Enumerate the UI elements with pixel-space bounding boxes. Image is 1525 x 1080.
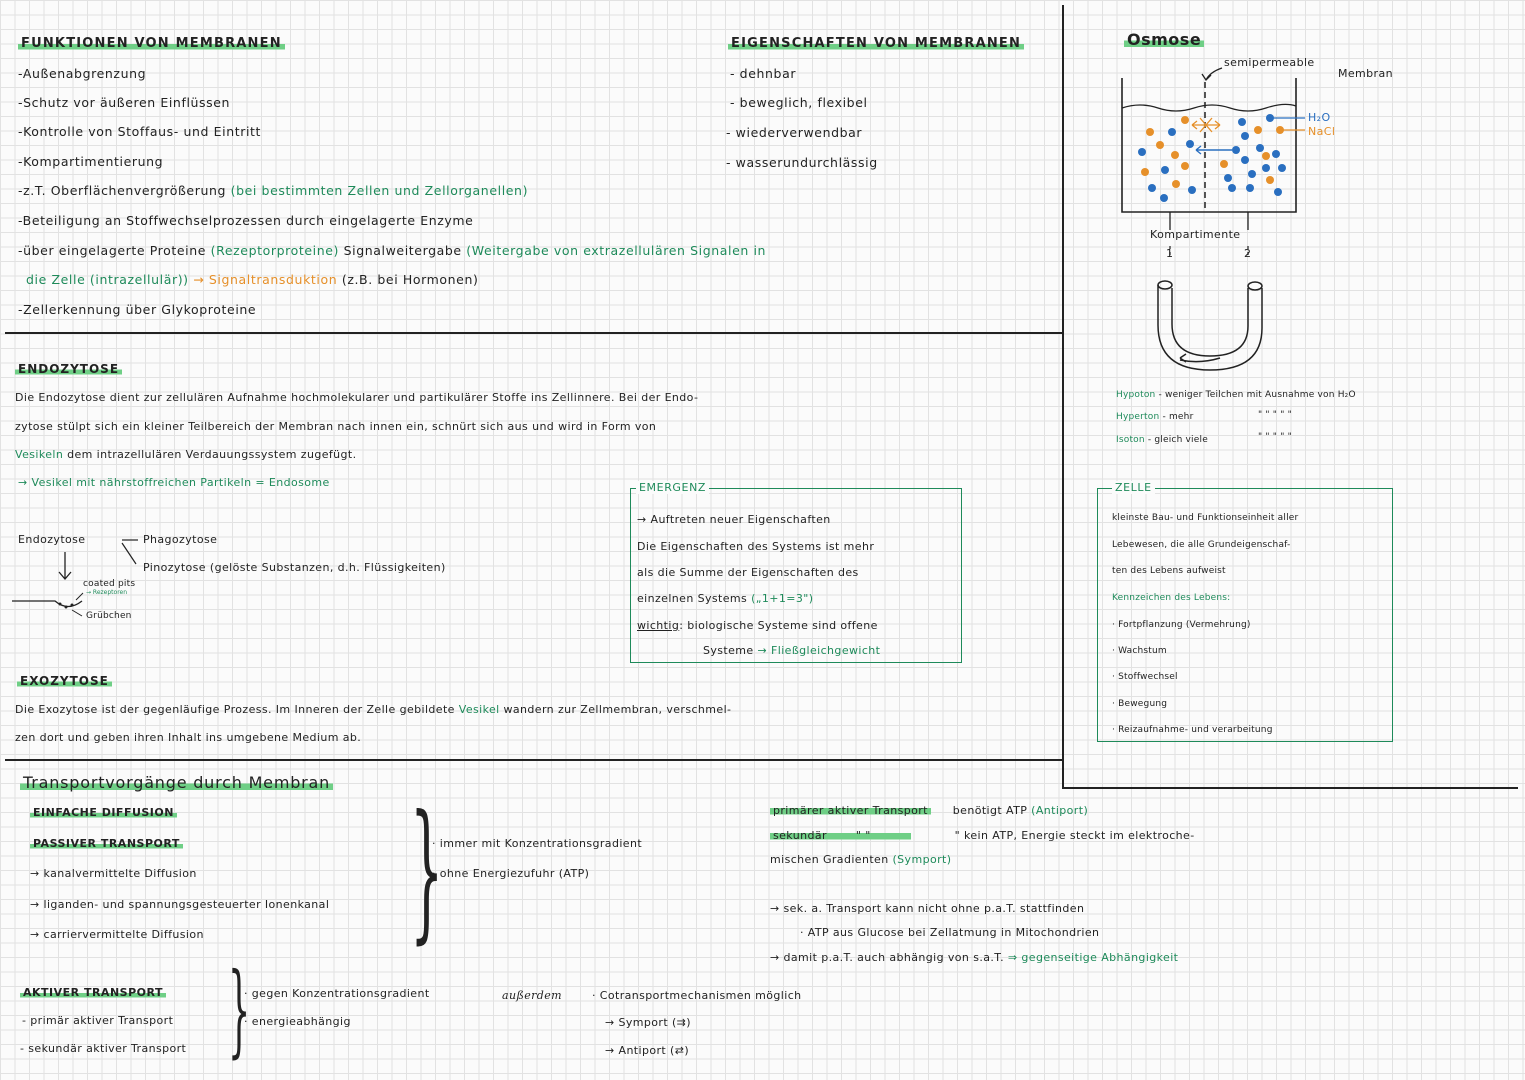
zelle-line-3: ten des Lebens aufweist bbox=[1112, 566, 1226, 576]
endozytose-p2: zytose stülpt sich ein kleiner Teilbereich der Membran nach innen ein, schnürt sich aus und wird in Form von bbox=[15, 420, 657, 433]
transport-symport: → Symport (⇉) bbox=[605, 1016, 691, 1029]
eigenschaften-item-1: - dehnbar bbox=[730, 66, 797, 81]
endozytose-gruebchen: Grübchen bbox=[86, 611, 132, 621]
zelle-line-1: kleinste Bau- und Funktionseinheit aller bbox=[1112, 513, 1299, 523]
emergenz-last: Systeme → Fließgleichgewicht bbox=[703, 644, 881, 657]
transport-note-3: → damit p.a.T. auch abhängig von s.a.T. ⇒ gegenseitige Abhängigkeit bbox=[770, 951, 1179, 964]
particles-left bbox=[1138, 116, 1196, 202]
osmose-hypoton: Hypoton - weniger Teilchen mit Ausnahme von H₂O bbox=[1116, 390, 1356, 400]
eigenschaften-title: EIGENSCHAFTEN VON MEMBRANEN bbox=[728, 36, 1024, 51]
transport-aktiv-item-2: - sekundär aktiver Transport bbox=[20, 1042, 187, 1055]
water-surface bbox=[1122, 104, 1296, 111]
eigenschaften-item-3: - wiederverwendbar bbox=[726, 125, 863, 140]
divider-vertical bbox=[1062, 5, 1064, 788]
osmose-ditto-2: " " " " " bbox=[1258, 432, 1292, 442]
divider-top bbox=[5, 332, 1062, 334]
osmose-k2: 2 bbox=[1244, 247, 1252, 260]
osmose-legend-nacl: NaCl bbox=[1308, 125, 1336, 138]
zelle-item-2: · Wachstum bbox=[1112, 646, 1167, 656]
emergenz-line-4: einzelnen Systems („1+1=3") bbox=[637, 592, 814, 605]
zelle-line-2: Lebewesen, die alle Grundeigenschaf- bbox=[1112, 540, 1291, 550]
zelle-item-1: · Fortpflanzung (Vermehrung) bbox=[1112, 620, 1251, 630]
transport-title: Transportvorgänge durch Membran bbox=[20, 773, 333, 792]
osmose-title: Osmose bbox=[1124, 30, 1204, 49]
exozytose-p2: zen dort und geben ihren Inhalt ins umgebene Medium ab. bbox=[15, 731, 362, 744]
osmose-legend-h2o: H₂O bbox=[1308, 111, 1331, 124]
exozytose-p1: Die Exozytose ist der gegenläufige Prozess. Im Inneren der Zelle gebildete Vesikel wandern zur Zellmembran, verschmel- bbox=[15, 703, 732, 716]
endozytose-diagram-root: Endozytose bbox=[18, 533, 86, 546]
divider-right bbox=[1062, 787, 1518, 789]
zelle-item-3: · Stoffwechsel bbox=[1112, 672, 1178, 682]
endozytose-p4: → Vesikel mit nährstoffreichen Partikeln = Endosome bbox=[18, 476, 330, 489]
eigenschaften-item-2: - beweglich, flexibel bbox=[730, 95, 868, 110]
zelle-item-5: · Reizaufnahme- und verarbeitung bbox=[1112, 725, 1273, 735]
zelle-item-4: · Bewegung bbox=[1112, 699, 1168, 709]
osmose-hyperton: Hyperton - mehr bbox=[1116, 412, 1194, 422]
endozytose-diagram-pino: Pinozytose (gelöste Substanzen, d.h. Flüssigkeiten) bbox=[143, 561, 446, 574]
endozytose-p3: Vesikeln dem intrazellulären Verdauungssystem zugefügt. bbox=[15, 448, 357, 461]
osmose-diagram bbox=[1100, 60, 1340, 380]
endozytose-p1: Die Endozytose dient zur zellulären Aufnahme hochmolekularer und partikulärer Stoffe ins Zellinnere. Bei der Endo- bbox=[15, 391, 699, 404]
aktiv-brace: } bbox=[228, 951, 251, 1068]
osmose-ditto-1: " " " " " bbox=[1258, 410, 1292, 420]
transport-antiport: → Antiport (⇄) bbox=[605, 1044, 690, 1057]
osmose-kompartimente: Kompartimente bbox=[1150, 228, 1241, 241]
transport-cotransport: · Cotransportmechanismen möglich bbox=[592, 989, 802, 1002]
exozytose-title: EXOZYTOSE bbox=[17, 674, 112, 688]
transport-note-2: · ATP aus Glucose bei Zellatmung in Mitochondrien bbox=[800, 926, 1100, 939]
endozytose-diagram-phago: Phagozytose bbox=[143, 533, 218, 546]
divider-middle bbox=[5, 759, 1062, 761]
funktionen-item-1: -Außenabgrenzung bbox=[18, 66, 147, 81]
transport-aktiv-item-1: - primär aktiver Transport bbox=[22, 1014, 174, 1027]
funktionen-item-5: -z.T. Oberflächenvergrößerung (bei bestimmten Zellen und Zellorganellen) bbox=[18, 183, 529, 198]
u-tube-icon bbox=[1158, 281, 1262, 370]
emergenz-wichtig: wichtig: biologische Systeme sind offene bbox=[637, 619, 878, 632]
transport-sekundaer-cont: mischen Gradienten (Symport) bbox=[770, 853, 952, 866]
passiv-brace: } bbox=[410, 784, 444, 958]
transport-passiv-prop-2: · ohne Energiezufuhr (ATP) bbox=[432, 867, 590, 880]
transport-einfache: EINFACHE DIFFUSION bbox=[30, 806, 177, 819]
emergenz-line-3: als die Summe der Eigenschaften des bbox=[637, 566, 859, 579]
funktionen-item-4: -Kompartimentierung bbox=[18, 154, 164, 169]
emergenz-line-2: Die Eigenschaften des Systems ist mehr bbox=[637, 540, 875, 553]
transport-passiv-item-1: → kanalvermittelte Diffusion bbox=[30, 867, 197, 880]
transport-primaer: primärer aktiver Transport benötigt ATP (Antiport) bbox=[770, 804, 1088, 817]
transport-passiv: PASSIVER TRANSPORT bbox=[30, 837, 183, 850]
transport-passiv-prop-1: · immer mit Konzentrationsgradient bbox=[432, 837, 643, 850]
transport-aktiv: AKTIVER TRANSPORT bbox=[20, 986, 166, 999]
transport-passiv-item-3: → carriervermittelte Diffusion bbox=[30, 928, 204, 941]
osmose-container bbox=[1122, 78, 1296, 212]
funktionen-item-3: -Kontrolle von Stoffaus- und Eintritt bbox=[18, 124, 262, 139]
funktionen-item-7-cont: die Zelle (intrazellulär)) → Signaltransduktion (z.B. bei Hormonen) bbox=[26, 272, 479, 287]
endozytose-coated-pits: coated pits bbox=[83, 579, 136, 589]
funktionen-item-2: -Schutz vor äußeren Einflüssen bbox=[18, 95, 231, 110]
funktionen-title: FUNKTIONEN VON MEMBRANEN bbox=[18, 36, 285, 51]
zelle-kennzeichen: Kennzeichen des Lebens: bbox=[1112, 593, 1231, 603]
funktionen-item-6: -Beteiligung an Stoffwechselprozessen durch eingelagerte Enzyme bbox=[18, 213, 474, 228]
transport-ausserdem: außerdem bbox=[502, 989, 562, 1002]
osmose-isoton: Isoton - gleich viele bbox=[1116, 435, 1208, 445]
eigenschaften-item-4: - wasserundurchlässig bbox=[726, 155, 878, 170]
emergenz-label: EMERGENZ bbox=[636, 481, 709, 494]
funktionen-item-8: -Zellerkennung über Glykoproteine bbox=[18, 302, 257, 317]
transport-aktiv-prop-2: · energieabhängig bbox=[244, 1015, 351, 1028]
transport-aktiv-prop-1: · gegen Konzentrationsgradient bbox=[244, 987, 430, 1000]
osmose-membran-label-2: Membran bbox=[1338, 67, 1393, 80]
water-flow-arrow bbox=[1196, 146, 1232, 154]
endozytose-rezeptoren: → Rezeptoren bbox=[86, 589, 128, 596]
transport-note-1: → sek. a. Transport kann nicht ohne p.a.T. stattfinden bbox=[770, 902, 1085, 915]
transport-sekundaer: sekundär " " " kein ATP, Energie steckt im elektroche- bbox=[770, 829, 1195, 842]
transport-passiv-item-2: → liganden- und spannungsgesteuerter Ionenkanal bbox=[30, 898, 330, 911]
osmose-membran-label-1: semipermeable bbox=[1224, 56, 1315, 69]
zelle-label: ZELLE bbox=[1112, 481, 1155, 494]
emergenz-line-1: → Auftreten neuer Eigenschaften bbox=[637, 513, 831, 526]
osmose-k1: 1 bbox=[1166, 247, 1174, 260]
funktionen-item-7: -über eingelagerte Proteine (Rezeptorproteine) Signalweitergabe (Weitergabe von extrazellulären Signalen in bbox=[18, 243, 767, 258]
endozytose-title: ENDOZYTOSE bbox=[15, 362, 122, 376]
